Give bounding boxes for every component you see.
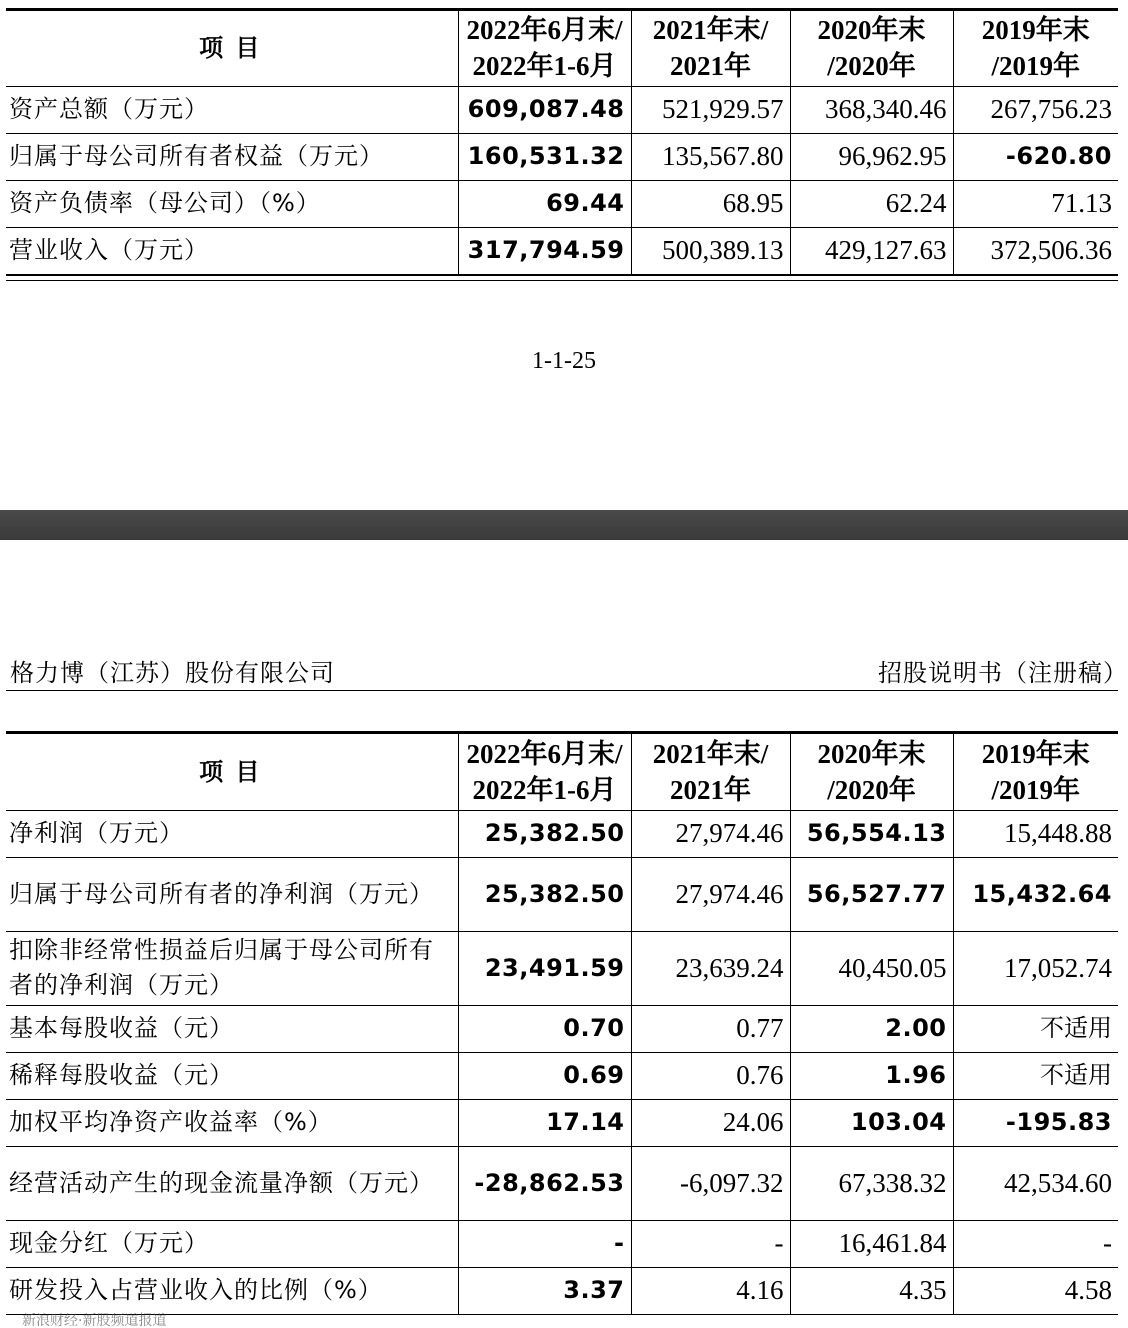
cell-value: -195.83 <box>953 1099 1118 1146</box>
cell-value: 不适用 <box>953 1005 1118 1052</box>
cell-value: 17,052.74 <box>953 931 1118 1005</box>
col-header-2021: 2021年末/ 2021年 <box>631 734 790 810</box>
cell-value: 27,974.46 <box>631 857 790 931</box>
cell-value: 3.37 <box>458 1267 631 1314</box>
financial-table-top <box>6 10 1118 274</box>
cell-value: 56,527.77 <box>790 857 953 931</box>
row-label: 现金分红（万元） <box>6 1220 458 1267</box>
cell-value: 0.69 <box>458 1052 631 1099</box>
table-row <box>6 857 1118 931</box>
table-row <box>6 1220 1118 1267</box>
col-header-2021: 2021年末/ 2021年 <box>631 10 790 86</box>
col-header-2020: 2020年末 /2020年 <box>790 734 953 810</box>
table-header-row <box>6 10 1118 86</box>
cell-value: 25,382.50 <box>458 857 631 931</box>
cell-value: 0.76 <box>631 1052 790 1099</box>
cell-value: 62.24 <box>790 180 953 227</box>
table-row <box>6 1267 1118 1314</box>
cell-value: 317,794.59 <box>458 227 631 274</box>
cell-value: 1.96 <box>790 1052 953 1099</box>
cell-value: 15,448.88 <box>953 810 1118 857</box>
cell-value: 15,432.64 <box>953 857 1118 931</box>
cell-value: - <box>953 1220 1118 1267</box>
cell-value: -620.80 <box>953 133 1118 180</box>
cell-value: 16,461.84 <box>790 1220 953 1267</box>
table-row <box>6 1052 1118 1099</box>
row-label: 加权平均净资产收益率（%） <box>6 1099 458 1146</box>
cell-value: 500,389.13 <box>631 227 790 274</box>
cell-value: -28,862.53 <box>458 1146 631 1220</box>
row-label: 净利润（万元） <box>6 810 458 857</box>
cell-value: 135,567.80 <box>631 133 790 180</box>
cell-value: 27,974.46 <box>631 810 790 857</box>
cell-value: 4.58 <box>953 1267 1118 1314</box>
cell-value: 17.14 <box>458 1099 631 1146</box>
table-bottom-rule <box>6 274 1118 281</box>
col-header-item: 项 目 <box>6 10 458 86</box>
cell-value: 372,506.36 <box>953 227 1118 274</box>
row-label: 归属于母公司所有者的净利润（万元） <box>6 857 458 931</box>
col-header-item: 项 目 <box>6 734 458 810</box>
cell-value: 4.16 <box>631 1267 790 1314</box>
col-header-2019: 2019年末 /2019年 <box>953 10 1118 86</box>
cell-value: 368,340.46 <box>790 86 953 133</box>
page-separator <box>0 510 1128 540</box>
cell-value: 68.95 <box>631 180 790 227</box>
cell-value: 267,756.23 <box>953 86 1118 133</box>
cell-value: 96,962.95 <box>790 133 953 180</box>
page-number: 1-1-25 <box>532 348 596 374</box>
row-label: 营业收入（万元） <box>6 227 458 274</box>
table-header-row <box>6 734 1118 810</box>
col-header-2020: 2020年末 /2020年 <box>790 10 953 86</box>
table-row <box>6 931 1118 1005</box>
cell-value: 56,554.13 <box>790 810 953 857</box>
watermark-text: 新浪财经·新股频道报道 <box>22 1313 167 1328</box>
cell-value: 4.35 <box>790 1267 953 1314</box>
table-row <box>6 86 1118 133</box>
document-title: 招股说明书（注册稿） <box>878 659 1128 687</box>
header-rule <box>6 690 1118 691</box>
row-label: 基本每股收益（元） <box>6 1005 458 1052</box>
cell-value: 103.04 <box>790 1099 953 1146</box>
table-row <box>6 810 1118 857</box>
cell-value: 69.44 <box>458 180 631 227</box>
table-row <box>6 133 1118 180</box>
cell-value: 42,534.60 <box>953 1146 1118 1220</box>
table-row <box>6 1005 1118 1052</box>
cell-value: 0.77 <box>631 1005 790 1052</box>
cell-value: 429,127.63 <box>790 227 953 274</box>
cell-value: 24.06 <box>631 1099 790 1146</box>
row-label: 资产负债率（母公司）（%） <box>6 180 458 227</box>
page-top-fragment <box>0 0 1128 510</box>
cell-value: 2.00 <box>790 1005 953 1052</box>
row-label: 稀释每股收益（元） <box>6 1052 458 1099</box>
cell-value: 71.13 <box>953 180 1118 227</box>
table-row <box>6 180 1118 227</box>
col-header-2019: 2019年末 /2019年 <box>953 734 1118 810</box>
row-label: 经营活动产生的现金流量净额（万元） <box>6 1146 458 1220</box>
cell-value: - <box>631 1220 790 1267</box>
row-label: 研发投入占营业收入的比例（%） <box>6 1267 458 1314</box>
financial-table-bottom <box>6 734 1118 1315</box>
col-header-2022h1: 2022年6月末/ 2022年1-6月 <box>458 10 631 86</box>
row-label: 扣除非经常性损益后归属于母公司所有者的净利润（万元） <box>6 931 458 1005</box>
table-row <box>6 1146 1118 1220</box>
cell-value: 0.70 <box>458 1005 631 1052</box>
table-row <box>6 227 1118 274</box>
cell-value: 40,450.05 <box>790 931 953 1005</box>
row-label: 资产总额（万元） <box>6 86 458 133</box>
row-label: 归属于母公司所有者权益（万元） <box>6 133 458 180</box>
page-bottom-fragment <box>0 540 1128 1328</box>
cell-value: 23,639.24 <box>631 931 790 1005</box>
cell-value: 160,531.32 <box>458 133 631 180</box>
cell-value: 25,382.50 <box>458 810 631 857</box>
col-header-2022h1: 2022年6月末/ 2022年1-6月 <box>458 734 631 810</box>
cell-value: 521,929.57 <box>631 86 790 133</box>
cell-value: - <box>458 1220 631 1267</box>
cell-value: 23,491.59 <box>458 931 631 1005</box>
cell-value: 609,087.48 <box>458 86 631 133</box>
company-name: 格力博（江苏）股份有限公司 <box>10 659 335 687</box>
cell-value: 不适用 <box>953 1052 1118 1099</box>
cell-value: 67,338.32 <box>790 1146 953 1220</box>
table-row <box>6 1099 1118 1146</box>
cell-value: -6,097.32 <box>631 1146 790 1220</box>
